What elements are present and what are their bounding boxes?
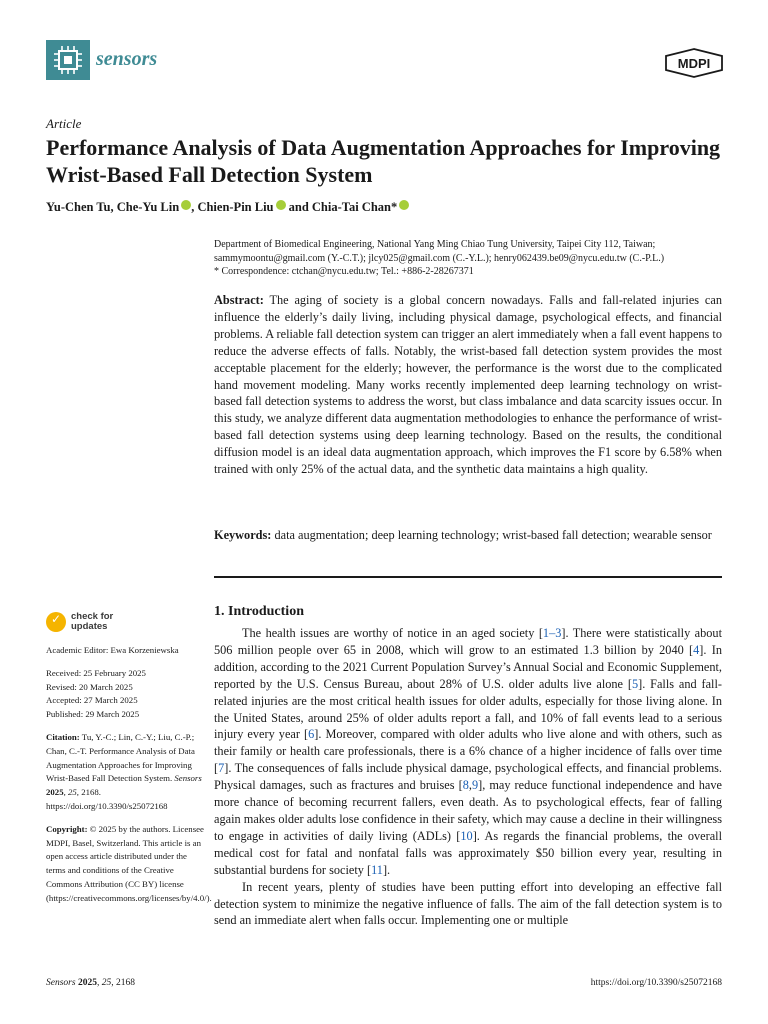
- accepted-date: Accepted: 27 March 2025: [46, 695, 138, 706]
- keywords-label: Keywords:: [214, 528, 272, 542]
- keywords-text: data augmentation; deep learning technology; wrist-based fall detection; wearable sensor: [274, 528, 712, 542]
- section-divider: [214, 576, 722, 578]
- academic-editor: Academic Editor: Ewa Korzeniewska: [46, 645, 179, 655]
- footer-article: , 2168: [111, 978, 135, 988]
- author-name[interactable]: Chia-Tai Chan: [311, 200, 391, 214]
- citation-text: Tu, Y.-C.; Lin, C.-Y.; Liu, C.-P.; Chan, C.-T. Performance Analysis of Data Augmentation Approaches for Improving Wrist-Based Fall Detection System.: [46, 731, 195, 784]
- copyright-label: Copyright:: [46, 823, 88, 834]
- reference-link[interactable]: 9: [471, 778, 479, 793]
- abstract-text: The aging of society is a global concern nowadays. Falls and fall-related injuries can influence the elderly’s daily living, including physical damage, psychological effects, and financial problems. A reliable fall detection system can trigger an alert immediately when a fall event happens to reduce the adverse effects of falls. Notably, the wrist-based fall detection system provides the most acceptable placement for the elderly; however, the performance is the worst due to the complicated hand movement modeling. Many works recently implemented deep learning technology on wrist-based fall detection systems to address the worst, but class imbalance and data scarcity issues occur. In this study, we analyze different data augmentation methodologies to enhance the performance of wrist-based fall detection systems using deep learning technology. Based on the results, the conditional diffusion model is an ideal data augmentation approach, which improves the F1 score by 6.58% when trained with only 25% of the actual data, and the synthetic data maintains a high quality.: [214, 293, 722, 477]
- reference-link[interactable]: 6: [308, 727, 315, 742]
- check-updates-label: check for: [71, 611, 114, 622]
- article-type: Article: [46, 116, 82, 131]
- paragraph: The health issues are worthy of notice in an aged society [1–3]. There were statistically about 506 million people over 65 in 2008, which will grow to an estimated 1.3 billion by 2040 [4]. In addition, according to the 2021 Current Population Survey’s Annual Social and Economic Supplement, reported by the U.S. Census Bureau, about 28% of U.S. older adults live alone [5]. Falls and fall-related injuries are the most critical health issues for older adults, especially for those living alone. In the United States, around 25% of older adults report a fall, and 10% of fall events lead to a serious injury every year [6]. Moreover, compared with older adults who live alone and with others, such as their family or health care professionals, there is a 6% chance of a higher incidence of falls over time [7]. The consequences of falls include physical damage, psychological effects, and financial problems. Physical damages, such as fractures and bruises [8,9], may reduce functional independence and have more chance of becoming recurrent fallers, even death. As to psychological effects, fear of falling again makes older adults lose confidence in their safety, which may cause a decline in their willingness to engage in activities of daily living (ADLs) [10]. As regards the financial problems, the overall medical cost for fatal and nonfatal falls was approximately $50 billion every year, resulting in substantial burdens for society [11].: [214, 626, 723, 877]
- reference-link[interactable]: 5: [631, 676, 639, 691]
- check-updates-icon: [46, 612, 66, 632]
- citation-year: 2025: [46, 787, 64, 798]
- orcid-icon[interactable]: [399, 200, 409, 210]
- footer-year: 2025: [77, 978, 97, 988]
- abstract: [214, 292, 722, 478]
- author-name[interactable]: Che-Yu Lin: [116, 200, 180, 214]
- affiliation-line: Department of Biomedical Engineering, National Yang Ming Chiao Tung University, Taipei City 112, Taiwan;: [214, 239, 656, 250]
- svg-text:MDPI: MDPI: [677, 56, 711, 71]
- copyright-text: © 2025 by the authors. Licensee MDPI, Basel, Switzerland. This article is an open access article distributed under the terms and conditions of the Creative Commons Attribution (CC BY) license (https://creativecommons.org/licenses/by/4.0/).: [46, 823, 212, 903]
- revised-date: Revised: 20 March 2025: [46, 681, 133, 692]
- abstract-label: Abstract:: [214, 293, 264, 307]
- orcid-icon[interactable]: [181, 200, 191, 210]
- author-name[interactable]: Chien-Pin Liu: [197, 200, 274, 214]
- paper-title: Performance Analysis of Data Augmentation Approaches for Improving Wrist-Based Fall Detection System: [46, 135, 721, 187]
- footer-doi[interactable]: https://doi.org/10.3390/s25072168: [590, 978, 722, 988]
- citation-label: Citation:: [46, 731, 80, 742]
- section-heading: 1. Introduction: [214, 604, 304, 619]
- keywords: [214, 527, 722, 544]
- paragraph: In recent years, plenty of studies have been putting effort into developing an effective fall detection system to minimize the negative influence of falls. The aim of the fall detection system is to send an immediate alert when falls occur. Implementing one or multiple: [214, 879, 722, 928]
- affiliation-block: [214, 238, 726, 279]
- mdpi-logo-icon: [664, 48, 724, 78]
- section-body: [214, 625, 722, 929]
- sidebar: [46, 611, 212, 915]
- reference-link[interactable]: 1–3: [542, 626, 562, 640]
- corresponding-mark: *: [391, 200, 398, 214]
- citation-volume: 25: [68, 787, 77, 798]
- copyright-block: [46, 823, 212, 906]
- reference-link[interactable]: 8: [462, 778, 469, 793]
- reference-link[interactable]: 11: [371, 862, 383, 877]
- footer-journal: Sensors: [46, 978, 76, 988]
- footer-citation: Sensors 2025, 25, 2168: [46, 978, 135, 988]
- reference-link[interactable]: 4: [693, 642, 700, 657]
- citation-journal: Sensors: [174, 773, 202, 784]
- citation-doi[interactable]: , 2168. https://doi.org/10.3390/s25072168: [46, 787, 168, 811]
- affiliation-emails: sammymoontu@gmail.com (Y.-C.T.); jlcy025@gmail.com (C.-Y.L.); henry062439.be09@nycu.edu.tw (C.-P.L.): [214, 252, 665, 264]
- check-for-updates-badge[interactable]: [46, 612, 204, 632]
- reference-link[interactable]: 10: [460, 828, 473, 843]
- published-date: Published: 29 March 2025: [46, 709, 140, 720]
- chip-icon: [46, 40, 90, 80]
- orcid-icon[interactable]: [276, 200, 286, 210]
- reference-link[interactable]: 7: [218, 761, 225, 776]
- footer-volume: 25: [101, 978, 112, 988]
- publisher-logo[interactable]: [664, 48, 724, 83]
- check-updates-label: updates: [71, 621, 108, 632]
- journal-name[interactable]: sensors: [96, 48, 158, 70]
- received-date: Received: 25 February 2025: [46, 667, 146, 678]
- journal-logo: [46, 40, 90, 80]
- publication-dates: [46, 667, 204, 722]
- author-name[interactable]: Yu-Chen Tu: [46, 200, 111, 214]
- correspondence-line: * Correspondence: ctchan@nycu.edu.tw; Tel.: +886-2-28267371: [214, 266, 474, 277]
- author-list: Yu-Chen Tu, Che-Yu Lin , Chien-Pin Liu and Chia-Tai Chan*: [46, 200, 726, 215]
- citation-block: Citation: Tu, Y.-C.; Lin, C.-Y.; Liu, C.-P.; Chan, C.-T. Performance Analysis of Data Augmentation Approaches for Improving Wrist-Based Fall Detection System. Sensors 2025, 25, 2168. https://doi.org/10.3390/s25072168: [46, 731, 202, 811]
